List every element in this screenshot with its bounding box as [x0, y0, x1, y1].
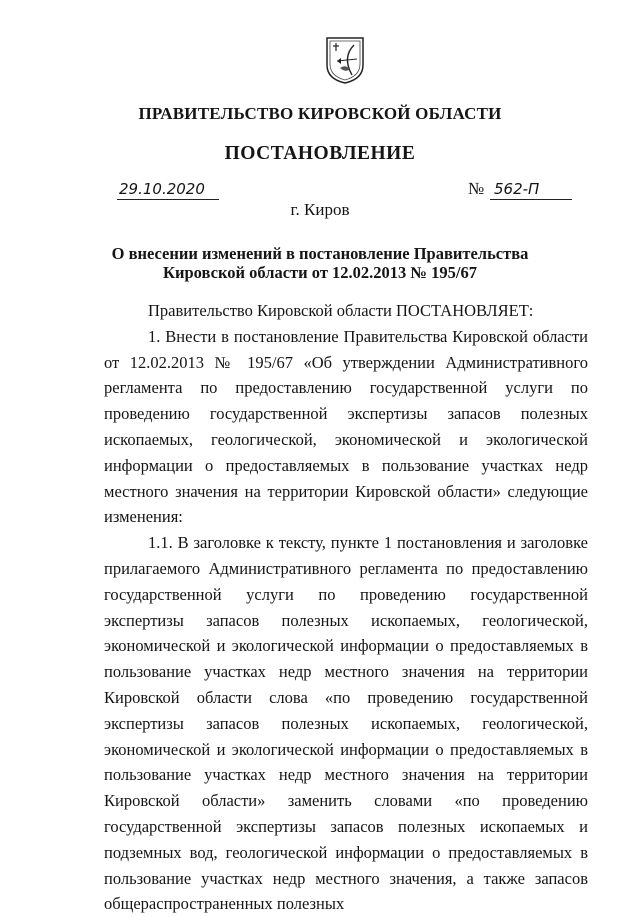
document-heading	[0, 244, 640, 282]
item-1-paragraph: 1. Внести в постановление Правительства Кировской области от 12.02.2013 № 195/67 «Об утверждении Административного регламента по предоставлению государственной услуги по проведению государственной экспертизы запасов полезных ископаемых, геологической, экономической и экологической информации о предоставляемых в пользование участках недр местного значения на территории Кировской области» следующие изменения:	[104, 326, 588, 527]
number-sign: №	[468, 179, 485, 198]
government-title: ПРАВИТЕЛЬСТВО КИРОВСКОЙ ОБЛАСТИ	[138, 104, 502, 123]
intro-paragraph: Правительство Кировской области ПОСТАНОВЛЯЕТ:	[148, 301, 534, 320]
document-number	[468, 179, 572, 199]
item-1-1-paragraph: 1.1. В заголовке к тексту, пункте 1 постановления и заголовке прилагаемого Административного регламента по предоставлению государственной услуги по проведению государственной экспертизы запасов полезных ископаемых, геологической, экономической и экологической информации о предоставляемых в пользование участках недр местного значения на территории Кировской области слова «по проведению государственной экспертизы запасов полезных ископаемых, геологической, экономической и экологической информации о предоставляемых в пользование участках недр местного значения на территории Кировской области» заменить словами «по проведению государственной экспертизы запасов полезных ископаемых и подземных вод, геологической информации о предоставляемых в пользование участках недр местного значения, а также запасов общераспространенных полезных	[104, 533, 588, 914]
heading-line-1: О внесении изменений в постановление Правительства	[111, 244, 529, 263]
city: г. Киров	[290, 200, 350, 219]
document-date: 29.10.2020	[117, 179, 219, 200]
coat-of-arms-icon	[324, 35, 366, 85]
heading-line-2: Кировской области от 12.02.2013 № 195/67	[163, 263, 477, 282]
document-body	[104, 279, 588, 917]
document-type: ПОСТАНОВЛЕНИЕ	[224, 143, 416, 164]
number-value: 562-П	[490, 179, 572, 200]
